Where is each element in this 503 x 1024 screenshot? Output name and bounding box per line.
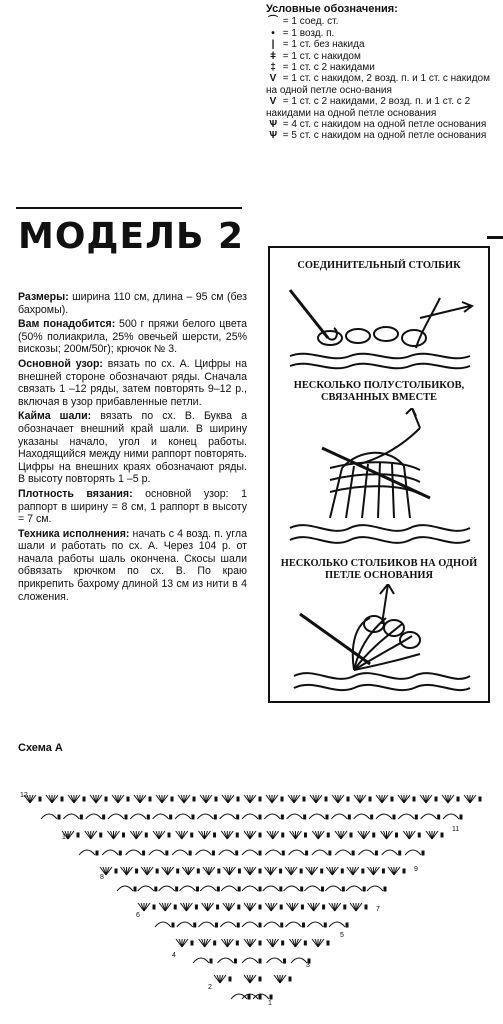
chain-dot	[168, 833, 170, 837]
chain-dot	[155, 887, 157, 891]
chain-dot	[325, 797, 327, 801]
technique-figures	[268, 246, 490, 703]
chain-dot	[415, 815, 417, 819]
chain-dot	[156, 869, 158, 873]
chain-dot	[136, 869, 138, 873]
chain-dot	[259, 977, 261, 981]
chain-dot	[189, 851, 191, 855]
row-number: 4	[172, 952, 176, 959]
chain-arc	[218, 958, 234, 963]
chain-dot	[171, 797, 173, 801]
chain-dot	[248, 995, 250, 999]
chain-dot	[413, 797, 415, 801]
chain-dot	[259, 995, 261, 999]
chain-arc	[307, 922, 323, 927]
chain-dot	[197, 869, 199, 873]
label: Вам понадобится:	[18, 318, 116, 331]
paragraph-text: вязать по сх. А. Цифры на внешней стороне обозначают ряды. Сначала связать 1 –12 ряды, затем повторять 9–12 р., включая в узор прибавленные петли.	[18, 357, 247, 408]
chain-arc	[358, 850, 374, 855]
chain-dot	[123, 833, 125, 837]
chain-dot	[259, 797, 261, 801]
fan4-icon: Ѱ	[268, 119, 278, 131]
chain-dot	[306, 851, 308, 855]
chain-dot	[326, 815, 328, 819]
chain-arc	[199, 922, 215, 927]
legend-row	[266, 16, 498, 27]
chain-dot	[100, 833, 102, 837]
chain-arc	[219, 850, 235, 855]
chain-dot	[191, 941, 193, 945]
chain-dot	[145, 833, 147, 837]
chain-dot	[194, 923, 196, 927]
chain-dot	[229, 977, 231, 981]
label: Основной узор:	[18, 357, 103, 370]
chain-dot	[418, 833, 420, 837]
chain-arc	[195, 850, 211, 855]
chain-dot	[363, 887, 365, 891]
chain-dot	[80, 815, 82, 819]
chain-dot	[375, 851, 377, 855]
chain-dot	[119, 851, 121, 855]
chain-dot	[403, 869, 405, 873]
legend-text: = 1 ст. без накида	[282, 39, 365, 51]
chain-arc	[421, 814, 437, 819]
chain-dot	[341, 869, 343, 873]
crochet-chart-a	[10, 775, 490, 1015]
legend-text: = 1 возд. п.	[282, 27, 335, 39]
chain-dot	[301, 905, 303, 909]
chain-dot	[259, 833, 261, 837]
chain-dot	[172, 923, 174, 927]
chain-dot	[384, 887, 386, 891]
chain-dot	[365, 905, 367, 909]
v-tr-icon: V	[269, 96, 277, 108]
chain-dot	[352, 851, 354, 855]
chain-arc	[79, 850, 95, 855]
row-number: 12	[20, 792, 28, 799]
legend-text: = 4 ст. с накидом на одной петле основания	[282, 119, 487, 131]
chain-arc	[197, 814, 213, 819]
paragraph-technique	[18, 528, 247, 604]
chain-dot	[344, 905, 346, 909]
chain-dot	[177, 869, 179, 873]
chain-arc	[200, 886, 216, 891]
chain-dot	[259, 941, 261, 945]
chain-dot	[280, 887, 282, 891]
chain-dot	[282, 833, 284, 837]
chain-dot	[238, 887, 240, 891]
legend-row	[266, 119, 498, 130]
paragraph-sizes	[18, 291, 247, 316]
chain-dot	[125, 815, 127, 819]
row-number: 2	[208, 984, 212, 991]
chain-arc	[117, 886, 133, 891]
chain-dot	[327, 833, 329, 837]
chain-dot	[259, 959, 261, 963]
chain-dot	[303, 923, 305, 927]
chain-arc	[153, 814, 169, 819]
chain-dot	[174, 905, 176, 909]
chain-dot	[438, 815, 440, 819]
chain-arc	[155, 922, 171, 927]
chain-dot	[399, 851, 401, 855]
chain-dot	[77, 833, 79, 837]
legend-row	[266, 62, 498, 73]
chain-arc	[264, 922, 280, 927]
chain-arc	[180, 886, 196, 891]
chain-dot	[327, 941, 329, 945]
label: Плотность вязания:	[18, 487, 133, 500]
page-title: МОДЕЛЬ 2	[18, 216, 245, 257]
chain-dot	[235, 959, 237, 963]
chain-dot	[218, 869, 220, 873]
chain-dot	[457, 797, 459, 801]
chain-dot	[303, 797, 305, 801]
sc-icon: |	[271, 39, 275, 51]
chain-arc	[309, 814, 325, 819]
label: Кайма шали:	[18, 410, 92, 423]
chain-dot	[289, 977, 291, 981]
legend-text: = 1 ст. с накидом	[282, 50, 361, 62]
chain-dot	[282, 941, 284, 945]
chain-dot	[321, 869, 323, 873]
legend-row	[266, 96, 498, 119]
legend-text: = 5 ст. с накидом на одной петле основания	[282, 130, 487, 142]
paragraph-main-pattern	[18, 358, 247, 408]
chain-dot	[214, 815, 216, 819]
chain-arc	[220, 922, 236, 927]
chain-dot	[322, 887, 324, 891]
chain-dot	[214, 833, 216, 837]
chain-dot	[217, 905, 219, 909]
chain-arc	[382, 850, 398, 855]
scheme-label: Схема А	[18, 742, 63, 754]
legend-text: = 1 соед. ст.	[282, 16, 339, 28]
shell-stitch-illustration	[270, 584, 488, 696]
chain-dot	[149, 797, 151, 801]
chain-dot	[166, 851, 168, 855]
chain-dot	[259, 851, 261, 855]
chain-arc	[289, 850, 305, 855]
legend-text: = 1 ст. с накидом, 2 возд. п. и 1 ст. с накидом на одной петле осно-вания	[266, 73, 490, 96]
chain-dot	[305, 833, 307, 837]
figure-caption-3: НЕСКОЛЬКО СТОЛБИКОВ НА ОДНОЙ ПЕТЛЕ ОСНОВАНИЯ	[280, 558, 478, 581]
legend-row	[266, 39, 498, 50]
chain-dot	[371, 815, 373, 819]
chain-dot	[170, 815, 172, 819]
row-number: 9	[414, 866, 418, 873]
chain-dot	[210, 959, 212, 963]
chain-arc	[242, 886, 258, 891]
chain-dot	[369, 797, 371, 801]
v-dc-icon: V	[269, 73, 277, 85]
chain-dot	[236, 941, 238, 945]
chain-dot	[347, 797, 349, 801]
row-number: 6	[136, 912, 140, 919]
chain-dot	[342, 887, 344, 891]
chain-arc	[265, 850, 281, 855]
chain-dot	[105, 797, 107, 801]
paragraph-text: начать с 4 возд. п. угла шали и работать по сх. А. Через 104 р. от начала работы шаль окончена. Скосы шали обвязать крючком по сх. В. По краю прикрепить бахрому длиной 13 см из нити в 4 сложения.	[18, 527, 247, 603]
slip-stitch-illustration	[270, 278, 488, 373]
chain-arc	[102, 850, 118, 855]
paragraph-materials	[18, 318, 247, 356]
chain-dot	[382, 869, 384, 873]
row-number: 5	[340, 932, 344, 939]
paragraph-text: 500 г пряжи белого цвета (50% полиакрила, 25% овечьей шерсти, 25% вискозы; 200м/50г); крючок № 3.	[18, 318, 247, 356]
figure-caption-1: СОЕДИНИТЕЛЬНЫЙ СТОЛБИК	[297, 260, 461, 271]
chain-dot	[304, 941, 306, 945]
chain-dot	[236, 833, 238, 837]
chain-arc	[138, 886, 154, 891]
chain-dot	[216, 923, 218, 927]
chain-dot	[238, 869, 240, 873]
chain-dot	[393, 815, 395, 819]
paragraph-density	[18, 488, 247, 526]
chain-dot	[324, 923, 326, 927]
chain-dot	[346, 923, 348, 927]
chain-arc	[443, 814, 459, 819]
paragraph-text: вязать по сх. В. Буква а обозначает внешний край шали. В ширину указаны начало, угол и конец работы. Находящийся между ними раппорт повторять. Цифры на внешних краях обозначают ряды. В высоту повторять 1 –5 р.	[18, 410, 247, 486]
chain-arc	[284, 886, 300, 891]
chain-dot	[259, 905, 261, 909]
label: Техника исполнения:	[18, 527, 130, 540]
paragraph-text: основной узор: 1 раппорт в ширину = 8 см, 1 раппорт в высоту = 7 см.	[18, 487, 248, 526]
chain-dot	[259, 887, 261, 891]
chain-dot	[192, 815, 194, 819]
chain-arc	[267, 958, 283, 963]
chain-arc	[263, 886, 279, 891]
chain-arc	[286, 922, 302, 927]
figure-caption-2: НЕСКОЛЬКО ПОЛУСТОЛБИКОВ, СВЯЗАННЫХ ВМЕСТЕ	[293, 380, 465, 403]
chain-dot	[58, 815, 60, 819]
chain-arc	[242, 922, 258, 927]
row-number: 10	[62, 834, 70, 841]
row-number: 3	[306, 962, 310, 969]
chain-arc	[367, 886, 383, 891]
chain-arc	[354, 814, 370, 819]
paragraph-text: ширина 110 см, длина – 95 см (без бахромы).	[18, 291, 247, 316]
chain-arc	[177, 922, 193, 927]
chain-dot	[217, 887, 219, 891]
chain-dot	[301, 887, 303, 891]
chain-arc	[221, 886, 237, 891]
chain-arc	[126, 850, 142, 855]
chain-arc	[41, 814, 57, 819]
chain-dot	[195, 905, 197, 909]
chain-dot	[348, 815, 350, 819]
chain-dot	[281, 815, 283, 819]
chain-dot	[83, 797, 85, 801]
chain-dot	[441, 833, 443, 837]
chain-dot	[391, 797, 393, 801]
chain-dot	[238, 905, 240, 909]
chain-arc	[242, 850, 258, 855]
chain-dot	[215, 797, 217, 801]
chain-arc	[331, 814, 347, 819]
chain-arc	[329, 922, 345, 927]
chain-arc	[159, 886, 175, 891]
chain-arc	[63, 814, 79, 819]
chain-dot	[61, 797, 63, 801]
chain-dot	[280, 869, 282, 873]
chain-arc	[220, 814, 236, 819]
chain-dot	[153, 905, 155, 909]
chain-arc	[172, 850, 188, 855]
chain-dot	[460, 815, 462, 819]
chain-dot	[304, 815, 306, 819]
row-number: 1	[268, 1000, 272, 1007]
chain-arc	[398, 814, 414, 819]
chain-arc	[405, 850, 421, 855]
tr-icon: ‡	[270, 62, 276, 74]
chain-arc	[193, 958, 209, 963]
row-number: 11	[452, 826, 460, 833]
legend-row	[266, 73, 498, 96]
chain-arc	[108, 814, 124, 819]
chain-dot	[350, 833, 352, 837]
chain-dot	[259, 815, 261, 819]
chain-dot	[237, 923, 239, 927]
half-double-crochet-together-illustration	[270, 408, 488, 548]
chain-dot	[197, 887, 199, 891]
chain-dot	[373, 833, 375, 837]
chain-dot	[237, 797, 239, 801]
label: Размеры:	[18, 291, 69, 303]
chain-dot	[193, 797, 195, 801]
legend-title: Условные обозначения:	[266, 3, 398, 15]
chain-arc	[86, 814, 102, 819]
paragraph-border	[18, 410, 247, 486]
chain-arc	[325, 886, 341, 891]
legend-row	[266, 51, 498, 62]
chain-dot	[284, 959, 286, 963]
chain-dot	[115, 869, 117, 873]
chain-dot	[237, 815, 239, 819]
chain-dot	[127, 797, 129, 801]
legend-row	[266, 28, 498, 39]
chain-dot	[362, 869, 364, 873]
chain-arc	[312, 850, 328, 855]
chain-dot	[281, 923, 283, 927]
chain-arc	[149, 850, 165, 855]
chain-dot	[214, 941, 216, 945]
chain-dot	[39, 797, 41, 801]
chain-dot	[143, 851, 145, 855]
chain-dot	[280, 905, 282, 909]
page-edge-mark	[487, 236, 503, 239]
chain-dot	[422, 851, 424, 855]
chain-dot	[147, 815, 149, 819]
chain-dot	[191, 833, 193, 837]
title-rule	[16, 207, 242, 209]
chain-arc	[242, 814, 258, 819]
chain-dot	[259, 923, 261, 927]
chain-dot	[323, 905, 325, 909]
chain-arc	[130, 814, 146, 819]
fan5-icon: Ѱ	[268, 130, 278, 142]
chain-dot	[270, 995, 272, 999]
legend	[266, 4, 498, 142]
ch-join-icon: ⌒	[268, 16, 278, 28]
dc-icon: ǂ	[270, 50, 276, 62]
chain-dot	[134, 887, 136, 891]
chain-dot	[300, 869, 302, 873]
chain-dot	[259, 869, 261, 873]
chain-dot	[435, 797, 437, 801]
chain-arc	[335, 850, 351, 855]
legend-row	[266, 130, 498, 141]
chain-arc	[287, 814, 303, 819]
legend-text: = 1 ст. с 2 накидами	[282, 62, 375, 74]
chain-dot	[176, 887, 178, 891]
chain-dot	[236, 851, 238, 855]
row-number: 7	[376, 906, 380, 913]
chain-arc	[346, 886, 362, 891]
chain-dot	[281, 797, 283, 801]
chain-icon: •	[271, 27, 275, 39]
chain-arc	[291, 958, 307, 963]
chain-dot	[479, 797, 481, 801]
chain-dot	[396, 833, 398, 837]
chain-arc	[264, 814, 280, 819]
chain-dot	[96, 851, 98, 855]
legend-text: = 1 ст. с 2 накидами, 2 возд. п. и 1 ст. с 2 накидами на одной петле основания	[266, 96, 471, 119]
chain-arc	[376, 814, 392, 819]
chain-arc	[175, 814, 191, 819]
chain-dot	[103, 815, 105, 819]
instructions	[18, 291, 247, 605]
chain-dot	[212, 851, 214, 855]
chain-arc	[305, 886, 321, 891]
chain-arc	[242, 958, 258, 963]
chain-dot	[329, 851, 331, 855]
chain-dot	[282, 851, 284, 855]
row-number: 8	[100, 874, 104, 881]
